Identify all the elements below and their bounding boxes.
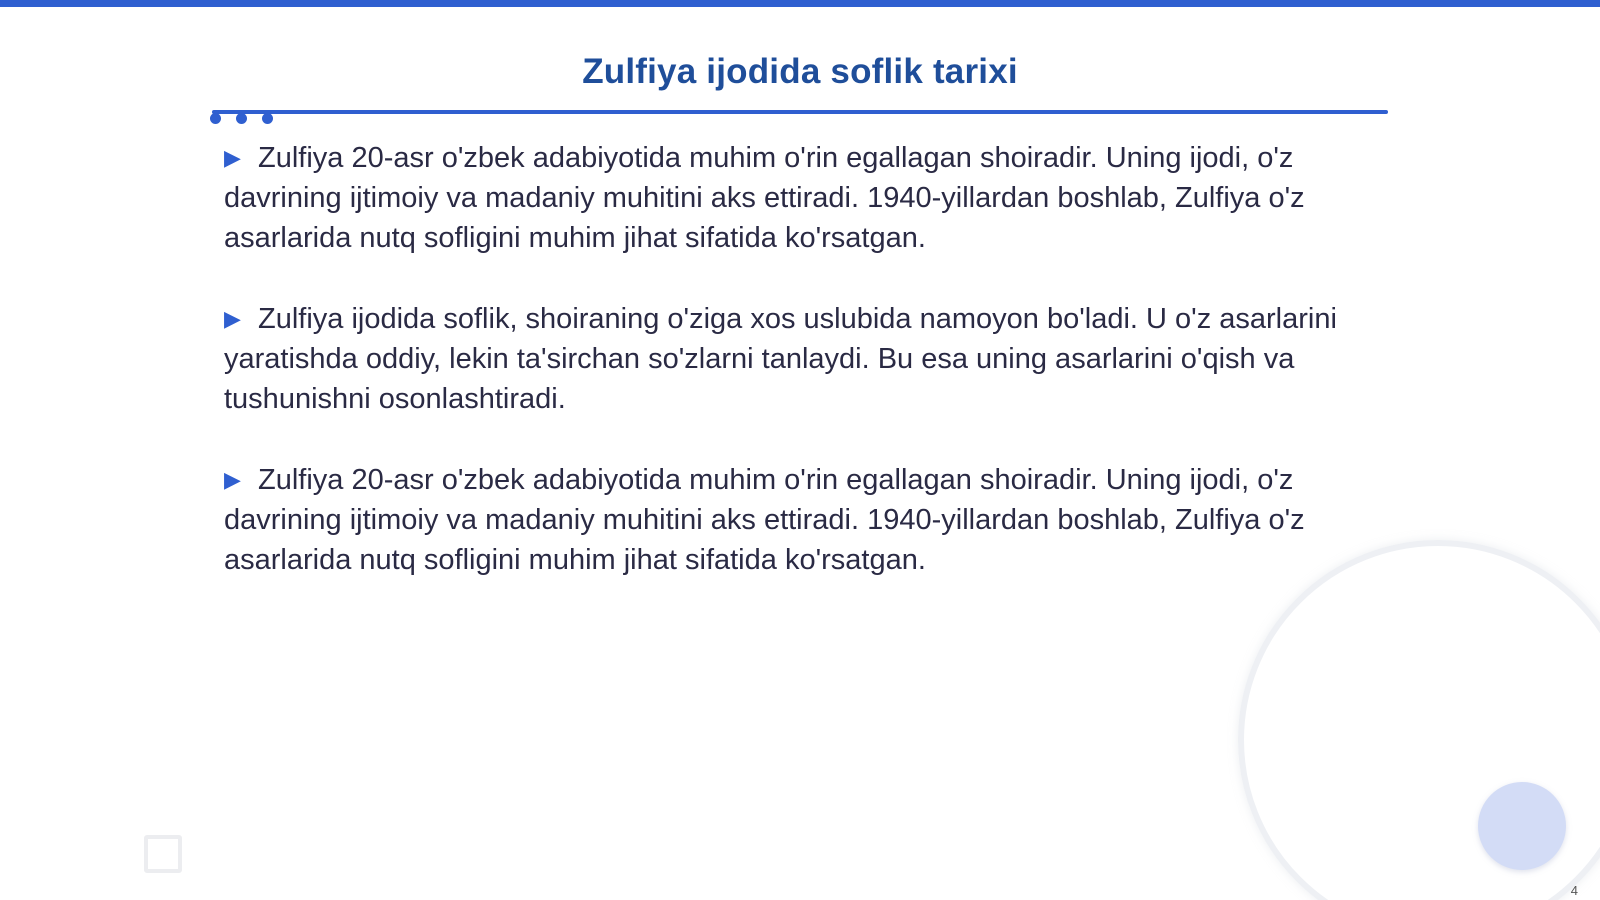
decorative-square (144, 835, 182, 873)
bullet-list (224, 138, 1392, 621)
title-underline (212, 110, 1388, 114)
underline-dot (236, 113, 247, 124)
top-accent-bar (0, 0, 1600, 7)
bullet-item (224, 138, 1392, 258)
bullet-text: Zulfiya 20-asr o'zbek adabiyotida muhim o'rin egallagan shoiradir. Uning ijodi, o'z davrining ijtimoiy va madaniy muhitini aks ettiradi. 1940-yillardan boshlab, Zulfiya o'z asarlarida nutq sofligini muhim jihat sifatida ko'rsatgan. (224, 142, 1305, 254)
bullet-text: Zulfiya 20-asr o'zbek adabiyotida muhim o'rin egallagan shoiradir. Uning ijodi, o'z davrining ijtimoiy va madaniy muhitini aks ettiradi. 1940-yillardan boshlab, Zulfiya o'z asarlarida nutq sofligini muhim jihat sifatida ko'rsatgan. (224, 464, 1305, 576)
bullet-item (224, 460, 1392, 580)
bullet-item (224, 299, 1392, 419)
bullet-arrow-icon: ▶ (224, 306, 241, 331)
bullet-arrow-icon: ▶ (224, 467, 241, 492)
page-number: 4 (1570, 883, 1578, 898)
underline-dot (262, 113, 273, 124)
decorative-disc (1478, 782, 1566, 870)
bullet-arrow-icon: ▶ (224, 145, 241, 170)
underline-dot (210, 113, 221, 124)
slide-title: Zulfiya ijodida soflik tarixi (582, 52, 1018, 91)
bullet-text: Zulfiya ijodida soflik, shoiraning o'ziga xos uslubida namoyon bo'ladi. U o'z asarlarini yaratishda oddiy, lekin ta'sirchan so'zlarni tanlaydi. Bu esa uning asarlarini o'qish va tushunishni osonlashtiradi. (224, 303, 1337, 415)
